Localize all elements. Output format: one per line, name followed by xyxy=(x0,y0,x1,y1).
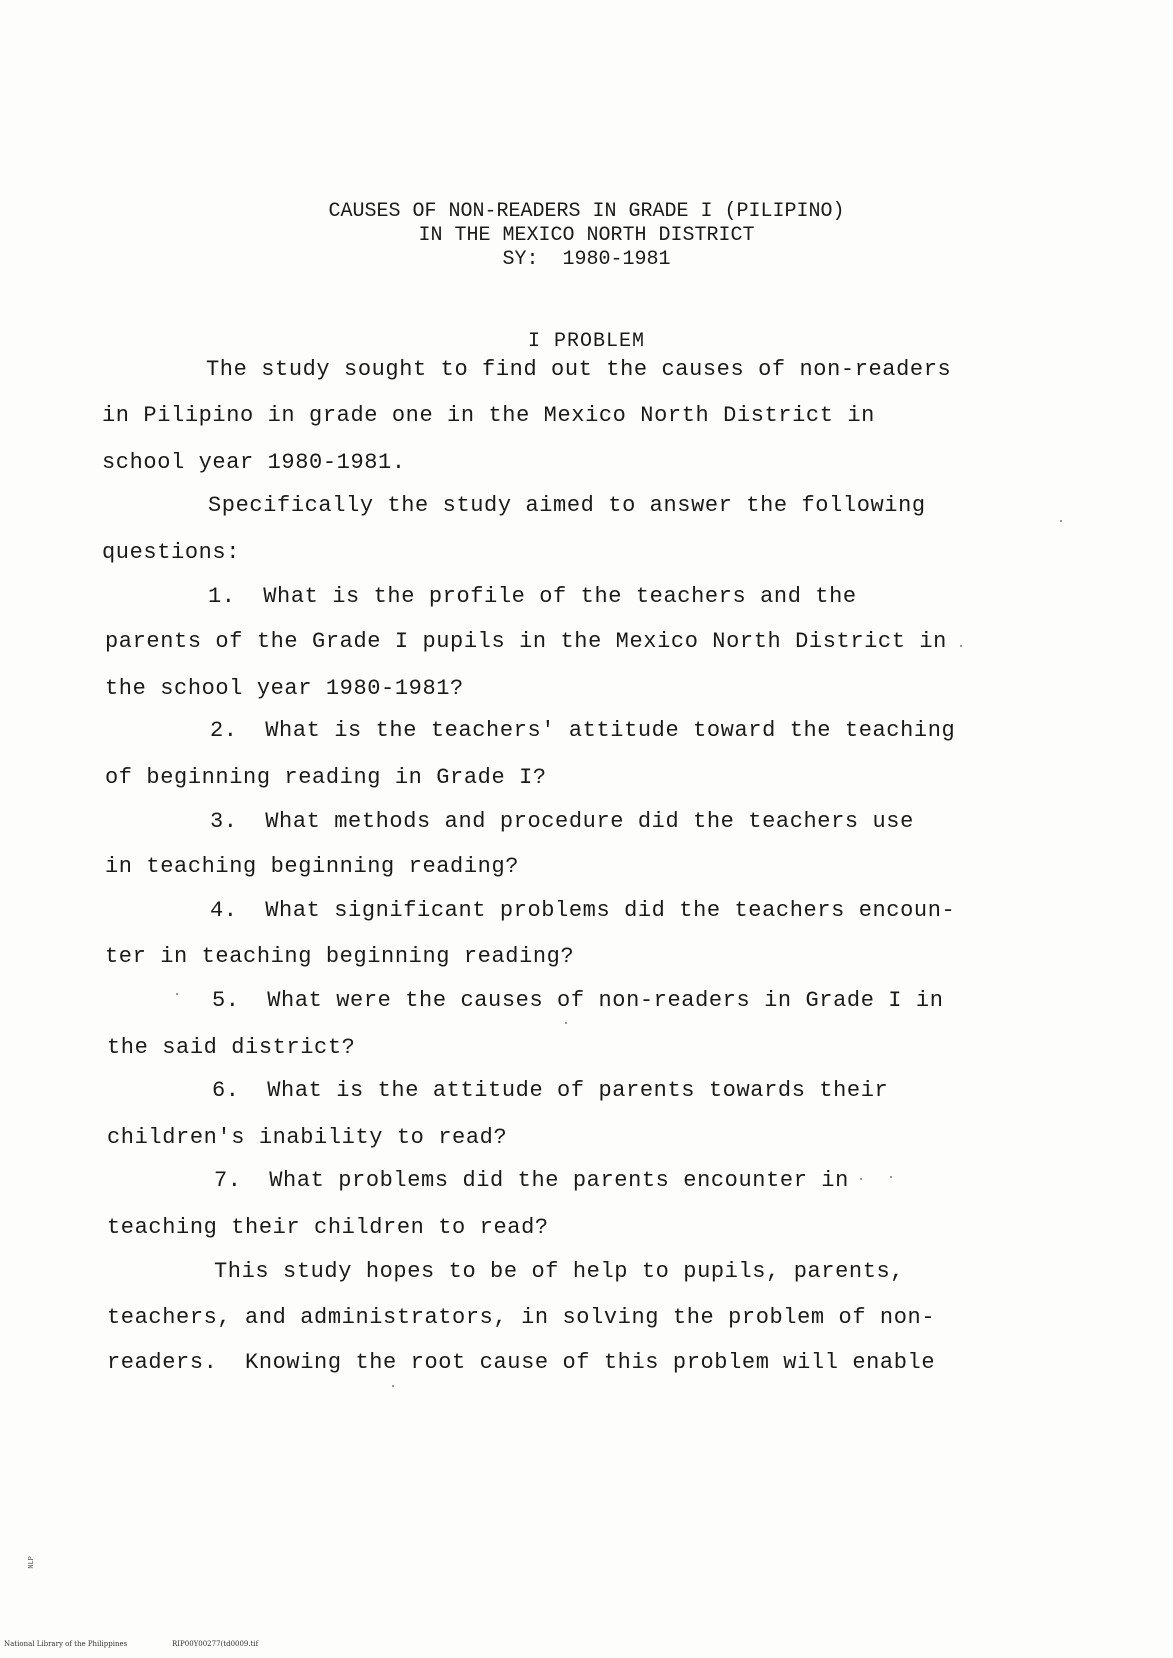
footer-library: National Library of the Philippines xyxy=(4,1640,128,1648)
body-line: school year 1980-1981. xyxy=(102,450,406,475)
body-line: parents of the Grade I pupils in the Mexico North District in xyxy=(105,629,947,654)
body-line: readers. Knowing the root cause of this problem will enable xyxy=(107,1350,936,1375)
body-line: The study sought to find out the causes of non-readers xyxy=(206,357,952,382)
body-line: teaching their children to read? xyxy=(107,1215,549,1240)
body-line: 6. What is the attitude of parents towards their xyxy=(212,1078,889,1103)
title-line-3: SY: 1980-1981 xyxy=(502,248,671,271)
body-line: questions: xyxy=(102,540,241,565)
body-line: 5. What were the causes of non-readers in Grade I in xyxy=(212,988,944,1013)
body-line: the school year 1980-1981? xyxy=(105,676,464,701)
scan-speck xyxy=(392,1385,394,1387)
body-line: 4. What significant problems did the teachers encoun- xyxy=(210,898,956,923)
document-title xyxy=(0,200,1173,272)
footer-file-id: RIP00Y00277(td0009.tif xyxy=(172,1640,259,1648)
body-line: in teaching beginning reading? xyxy=(105,854,520,879)
body-line: teachers, and administrators, in solving the problem of non- xyxy=(107,1305,936,1330)
body-line: 2. What is the teachers' attitude toward the teaching xyxy=(210,718,956,743)
body-line: Specifically the study aimed to answer the following xyxy=(208,493,926,518)
body-line: ter in teaching beginning reading? xyxy=(105,944,575,969)
scan-speck xyxy=(176,993,178,995)
body-line: This study hopes to be of help to pupils, parents, xyxy=(214,1259,905,1284)
scan-speck xyxy=(565,1022,567,1024)
title-line-1: CAUSES OF NON-READERS IN GRADE I (PILIPINO) xyxy=(328,200,845,223)
scan-speck xyxy=(860,1178,862,1180)
scan-speck xyxy=(890,1176,892,1178)
body-line: children's inability to read? xyxy=(107,1125,508,1150)
title-line-2: IN THE MEXICO NORTH DISTRICT xyxy=(418,224,755,247)
body-line: 7. What problems did the parents encounter in xyxy=(214,1168,849,1193)
body-line: in Pilipino in grade one in the Mexico North District in xyxy=(102,403,875,428)
section-heading: I PROBLEM xyxy=(527,330,646,353)
body-line: of beginning reading in Grade I? xyxy=(105,765,547,790)
body-line: 3. What methods and procedure did the teachers use xyxy=(210,809,914,834)
body-line: 1. What is the profile of the teachers and the xyxy=(208,584,857,609)
scan-speck xyxy=(1060,520,1062,522)
side-stamp: NLP xyxy=(28,1556,36,1569)
body-line: the said district? xyxy=(107,1035,356,1060)
scan-speck xyxy=(960,645,962,647)
